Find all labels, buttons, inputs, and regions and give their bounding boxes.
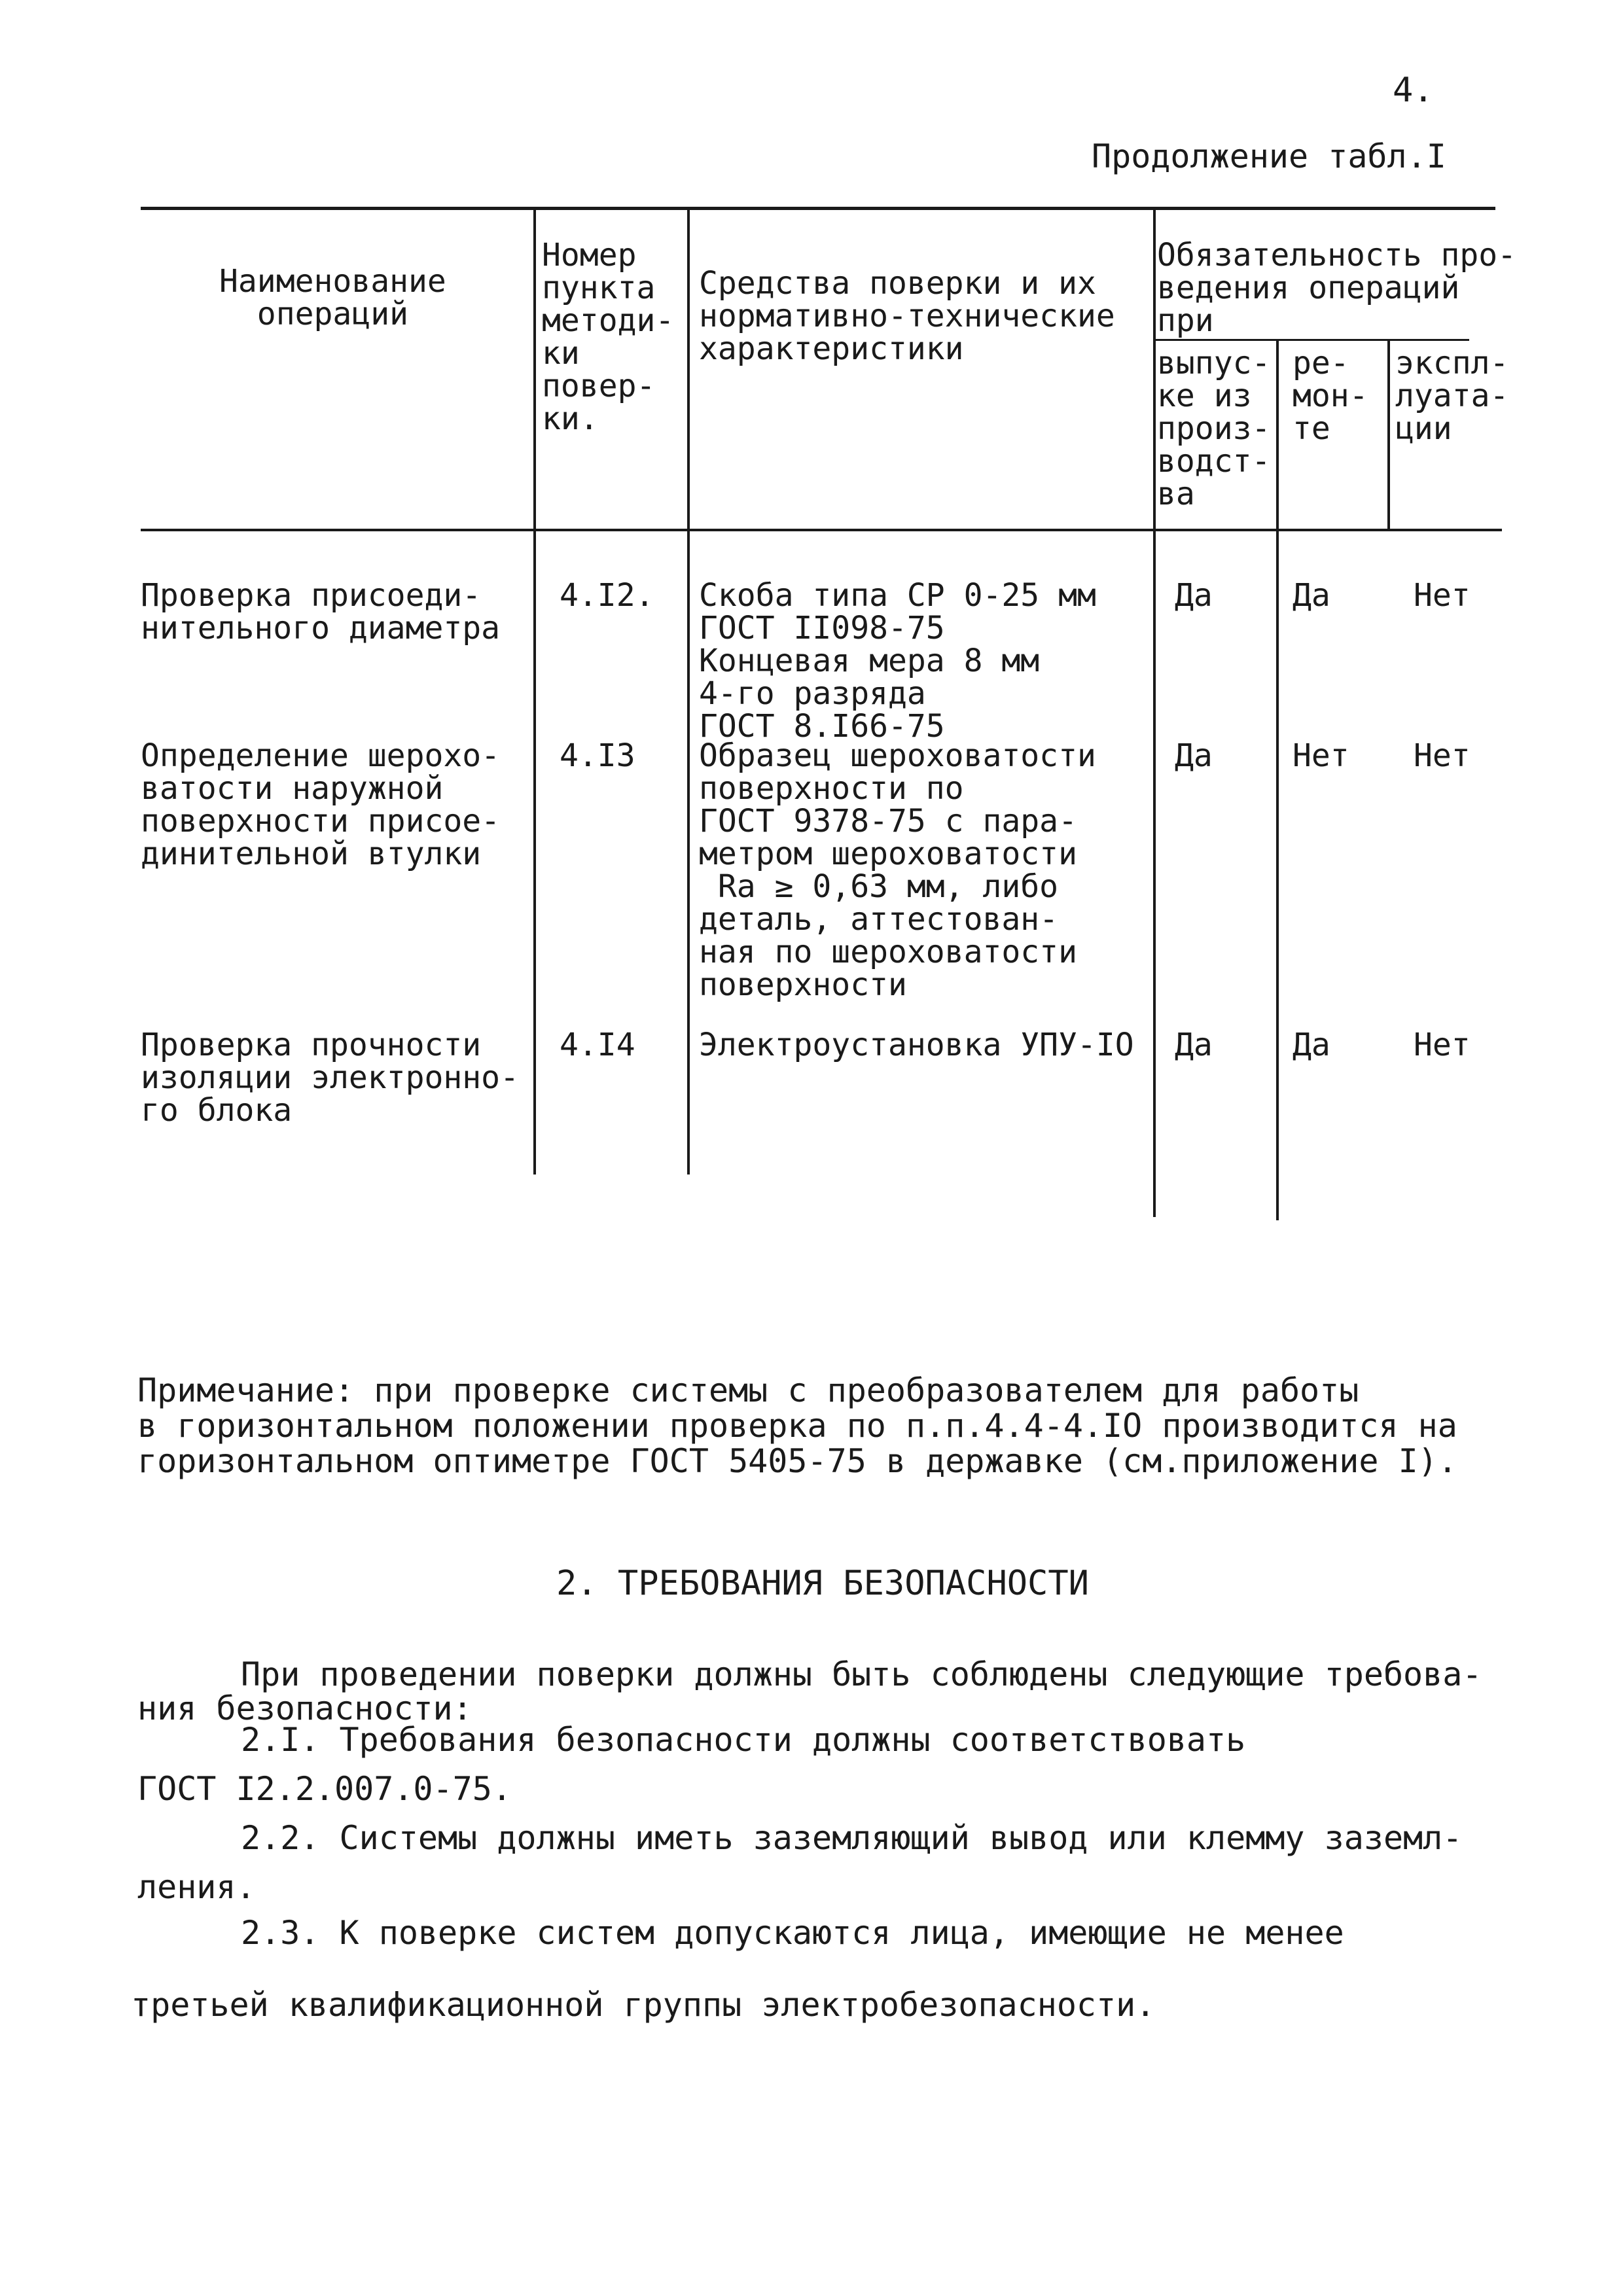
table-row-2-name: Определение шерохо- ватости наружной поверхности присое- динительной втулки: [141, 737, 501, 872]
table-row-2-release: Да: [1175, 737, 1213, 774]
col-divider-1: [533, 209, 536, 1174]
header-verification-means: Средства поверки и их нормативно-технические характеристики: [699, 265, 1115, 367]
table-row-3-means: Электроустановка УПУ-IO: [699, 1027, 1134, 1063]
table-row-2-operation: Нет: [1414, 737, 1471, 774]
table-row-2-number: 4.I3: [560, 737, 635, 774]
paragraph-2-2-line-2: ления.: [137, 1868, 256, 1906]
table-row-3-name: Проверка прочности изоляции электронно- го блока: [141, 1027, 519, 1129]
table-row-1-means: Скоба типа СР 0-25 мм ГОСТ II098-75 Концевая мера 8 мм 4-го разряда ГОСТ 8.I66-75: [699, 577, 1096, 745]
col-divider-4: [1276, 340, 1279, 1220]
paragraph-2-1-line-1: 2.I. Требования безопасности должны соответствовать: [241, 1721, 1246, 1759]
paragraph-2-3-line-2: третьей квалификационной группы электробезопасности.: [131, 1986, 1156, 2024]
table-row-1-repair: Да: [1293, 577, 1330, 614]
header-operation: экспл- луата- ции: [1395, 345, 1509, 447]
section-title: 2. ТРЕБОВАНИЯ БЕЗОПАСНОСТИ: [556, 1564, 1089, 1603]
paragraph-2-3-line-1: 2.3. К поверке систем допускаются лица, имеющие не менее: [241, 1914, 1344, 1952]
header-repair: ре- мон- те: [1293, 345, 1368, 447]
col-divider-2: [687, 209, 690, 1174]
table-row-1-number: 4.I2.: [560, 577, 654, 614]
table-top-rule: [141, 207, 1495, 210]
paragraph-2-2-line-1: 2.2. Системы должны иметь заземляющий вывод или клемму заземл-: [241, 1819, 1463, 1857]
header-bottom-rule: [141, 529, 1502, 531]
paragraph-2-1-line-2: ГОСТ I2.2.007.0-75.: [137, 1770, 512, 1808]
table-row-1-operation: Нет: [1414, 577, 1471, 614]
table-row-3-number: 4.I4: [560, 1027, 635, 1063]
table-row-1-release: Да: [1175, 577, 1213, 614]
col-divider-3: [1153, 209, 1156, 1217]
table-row-3-operation: Нет: [1414, 1027, 1471, 1063]
intro-line-1: При проведении поверки должны быть соблюдены следующие требова-: [241, 1655, 1482, 1693]
table-continuation-caption: Продолжение табл.I: [1092, 137, 1446, 175]
header-release-from-production: выпус- ке из произ- водст- ва: [1157, 345, 1271, 512]
col-divider-5: [1387, 340, 1390, 530]
intro-line-2: ния безопасности:: [137, 1689, 473, 1727]
header-method-item-number: Номер пункта методи- ки повер- ки.: [542, 237, 675, 437]
table-note: Примечание: при проверке системы с преобразователем для работы в горизонтальном положении проверка по п.п.4.4-4.IO производится на горизонтальном оптиметре ГОСТ 5405-75 в державке (см.приложение I).: [137, 1371, 1457, 1480]
table-row-3-release: Да: [1175, 1027, 1213, 1063]
table-row-1-name: Проверка присоеди- нительного диаметра: [141, 577, 501, 646]
subheader-rule: [1155, 339, 1469, 341]
table-row-2-means: Образец шероховатости поверхности по ГОСТ 9378-75 с пара- метром шероховатости Ra ≥ 0,63 мм, либо деталь, аттестован- ная по шероховатости поверхности: [699, 737, 1096, 1003]
page-number: 4.: [1393, 71, 1434, 110]
table-row-2-repair: Нет: [1293, 737, 1349, 774]
header-obligatory: Обязательность про- ведения операций при: [1157, 237, 1517, 339]
table-row-3-repair: Да: [1293, 1027, 1330, 1063]
header-operation-name: Наименование операций: [219, 263, 446, 332]
